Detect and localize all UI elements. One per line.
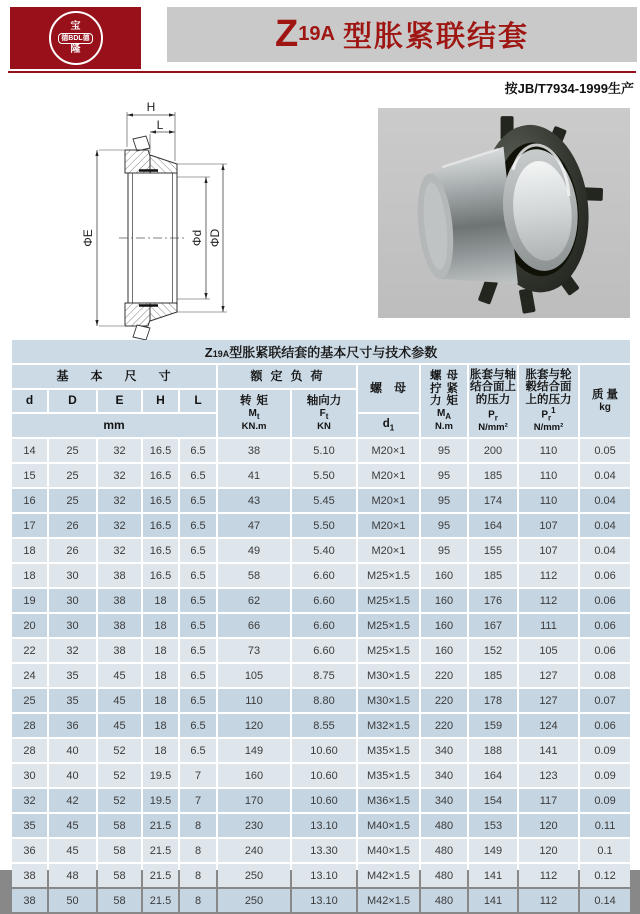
table-cell: 164	[469, 514, 517, 537]
table-cell: M36×1.5	[358, 789, 419, 812]
table-cell: 160	[218, 764, 290, 787]
table-cell: M35×1.5	[358, 764, 419, 787]
col-header-d: d	[12, 390, 47, 412]
table-cell: 112	[519, 589, 578, 612]
table-cell: M35×1.5	[358, 739, 419, 762]
table-cell: M25×1.5	[358, 614, 419, 637]
table-cell: 149	[469, 839, 517, 862]
table-cell: 21.5	[143, 839, 178, 862]
table-cell: 0.06	[580, 714, 630, 737]
table-cell: 16.5	[143, 539, 178, 562]
table-cell: 105	[218, 664, 290, 687]
table-cell: 43	[218, 489, 290, 512]
table-cell: 117	[519, 789, 578, 812]
table-cell: 58	[98, 839, 141, 862]
table-cell: 38	[98, 614, 141, 637]
table-cell: 95	[421, 489, 467, 512]
table-cell: 13.10	[292, 864, 356, 887]
table-cell: 185	[469, 464, 517, 487]
table-cell: 155	[469, 539, 517, 562]
dim-label-phi-d: Φd	[190, 229, 204, 247]
table-cell: 0.04	[580, 514, 630, 537]
table-cell: 17	[12, 514, 47, 537]
table-cell: 176	[469, 589, 517, 612]
table-cell: 6.5	[180, 739, 216, 762]
dim-label-phi-dd: ΦD	[208, 228, 222, 248]
standard-note: 按JB/T7934-1999生产	[504, 81, 634, 96]
table-cell: 127	[519, 689, 578, 712]
table-cell: 38	[218, 439, 290, 462]
table-cell: M25×1.5	[358, 564, 419, 587]
table-cell: 40	[49, 739, 96, 762]
logo-char-middle: 德BDL德	[58, 33, 92, 44]
table-cell: 0.08	[580, 664, 630, 687]
table-cell: 21.5	[143, 864, 178, 887]
table-cell: 20	[12, 614, 47, 637]
col-header-mass: 质量 kg	[580, 365, 630, 437]
table-cell: 0.06	[580, 639, 630, 662]
table-cell: 110	[519, 439, 578, 462]
col-header-D: D	[49, 390, 96, 412]
table-cell: 28	[12, 714, 47, 737]
header-divider	[8, 71, 636, 73]
table-cell: M25×1.5	[358, 589, 419, 612]
table-cell: 18	[143, 739, 178, 762]
table-cell: M32×1.5	[358, 714, 419, 737]
title-model-letter: Z	[275, 13, 299, 55]
table-cell: M42×1.5	[358, 889, 419, 912]
table-cell: 18	[143, 639, 178, 662]
table-cell: 110	[519, 489, 578, 512]
table-cell: 0.09	[580, 739, 630, 762]
table-cell: 58	[98, 889, 141, 912]
table-cell: 18	[12, 539, 47, 562]
dim-label-phi-e: ΦE	[81, 229, 95, 247]
table-cell: 66	[218, 614, 290, 637]
table-cell: 0.04	[580, 464, 630, 487]
table-row	[12, 489, 630, 512]
table-cell: 32	[98, 514, 141, 537]
table-cell: 152	[469, 639, 517, 662]
col-header-tightening-torque: 螺母 拧紧 力矩 $M_A$ N.m	[421, 365, 467, 437]
table-row	[12, 864, 630, 887]
table-cell: 0.05	[580, 439, 630, 462]
table-cell: 124	[519, 714, 578, 737]
group-basic-dimensions: 基本尺寸	[12, 365, 216, 388]
table-row	[12, 764, 630, 787]
table-cell: 38	[12, 889, 47, 912]
table-cell: 30	[12, 764, 47, 787]
table-cell: 45	[98, 714, 141, 737]
unit-mm: mm	[12, 414, 216, 437]
table-cell: 200	[469, 439, 517, 462]
table-cell: 340	[421, 764, 467, 787]
table-cell: 480	[421, 814, 467, 837]
table-cell: 32	[12, 789, 47, 812]
table-cell: 6.60	[292, 589, 356, 612]
table-cell: 0.09	[580, 764, 630, 787]
table-cell: 95	[421, 439, 467, 462]
table-cell: 52	[98, 764, 141, 787]
table-cell: 6.60	[292, 639, 356, 662]
brand-logo	[10, 7, 141, 69]
table-cell: 6.5	[180, 564, 216, 587]
table-cell: 48	[49, 864, 96, 887]
table-cell: 18	[12, 564, 47, 587]
table-cell: 36	[49, 714, 96, 737]
table-cell: 6.5	[180, 589, 216, 612]
table-title: Z19A型胀紧联结套的基本尺寸与技术参数	[12, 340, 630, 363]
table-cell: 16.5	[143, 514, 178, 537]
table-cell: 19.5	[143, 764, 178, 787]
table-cell: 149	[218, 739, 290, 762]
table-cell: 0.14	[580, 889, 630, 912]
table-cell: 49	[218, 539, 290, 562]
table-cell: 0.06	[580, 564, 630, 587]
table-cell: 32	[98, 439, 141, 462]
table-cell: 105	[519, 639, 578, 662]
table-cell: 16.5	[143, 464, 178, 487]
table-row	[12, 439, 630, 462]
table-cell: 6.5	[180, 464, 216, 487]
table-cell: 154	[469, 789, 517, 812]
table-row	[12, 889, 630, 912]
col-header-E: E	[98, 390, 141, 412]
table-cell: 0.04	[580, 539, 630, 562]
table-row	[12, 839, 630, 862]
table-cell: 6.60	[292, 614, 356, 637]
table-cell: 185	[469, 564, 517, 587]
table-cell: 10.60	[292, 764, 356, 787]
table-cell: M40×1.5	[358, 839, 419, 862]
table-cell: M30×1.5	[358, 689, 419, 712]
table-cell: 340	[421, 739, 467, 762]
table-cell: 26	[49, 514, 96, 537]
table-cell: 42	[49, 789, 96, 812]
table-cell: 107	[519, 514, 578, 537]
table-cell: 18	[143, 589, 178, 612]
table-cell: 50	[49, 889, 96, 912]
table-cell: 220	[421, 714, 467, 737]
table-cell: 16.5	[143, 564, 178, 587]
table-row	[12, 814, 630, 837]
logo-char-bottom: 隆	[70, 43, 81, 55]
table-cell: 45	[49, 839, 96, 862]
table-cell: 480	[421, 839, 467, 862]
table-cell: 160	[421, 639, 467, 662]
table-row	[12, 789, 630, 812]
group-rated-load: 额定负荷	[218, 365, 356, 388]
col-header-nut: 螺母	[358, 365, 419, 412]
dim-label-l: L	[156, 118, 164, 132]
table-cell: 25	[49, 439, 96, 462]
table-cell: 0.04	[580, 489, 630, 512]
table-cell: 170	[218, 789, 290, 812]
table-row	[12, 689, 630, 712]
table-cell: 111	[519, 614, 578, 637]
table-cell: 188	[469, 739, 517, 762]
table-cell: 6.5	[180, 489, 216, 512]
table-cell: 25	[49, 489, 96, 512]
table-cell: 230	[218, 814, 290, 837]
table-cell: 45	[98, 689, 141, 712]
table-row	[12, 514, 630, 537]
table-cell: 220	[421, 664, 467, 687]
table-cell: 41	[218, 464, 290, 487]
table-cell: 6.5	[180, 689, 216, 712]
table-cell: 167	[469, 614, 517, 637]
table-cell: 38	[12, 864, 47, 887]
table-cell: 250	[218, 864, 290, 887]
drawing-top-tab	[133, 136, 150, 151]
table-cell: 38	[98, 564, 141, 587]
table-cell: 120	[519, 839, 578, 862]
table-cell: 6.5	[180, 514, 216, 537]
table-row	[12, 614, 630, 637]
col-header-d1: $d_1$	[358, 414, 419, 437]
table-cell: 141	[469, 889, 517, 912]
table-cell: 45	[98, 664, 141, 687]
table-cell: M20×1	[358, 539, 419, 562]
table-cell: 8	[180, 889, 216, 912]
drawing-body	[128, 173, 177, 303]
table-cell: 38	[98, 639, 141, 662]
table-cell: 6.5	[180, 439, 216, 462]
table-cell: 24	[12, 664, 47, 687]
table-cell: 164	[469, 764, 517, 787]
table-cell: 480	[421, 889, 467, 912]
table-row	[12, 639, 630, 662]
table-row	[12, 539, 630, 562]
table-cell: 21.5	[143, 889, 178, 912]
table-row	[12, 589, 630, 612]
table-cell: 174	[469, 489, 517, 512]
table-cell: 58	[98, 814, 141, 837]
title-model-number: 19A	[298, 23, 335, 45]
table-cell: 6.5	[180, 614, 216, 637]
brand-seal-icon	[49, 11, 103, 65]
table-cell: 13.10	[292, 889, 356, 912]
table-cell: 0.1	[580, 839, 630, 862]
table-cell: 110	[519, 464, 578, 487]
table-cell: 52	[98, 739, 141, 762]
technical-drawing	[55, 98, 365, 338]
table-cell: 30	[49, 614, 96, 637]
table-cell: 8	[180, 814, 216, 837]
table-cell: 32	[98, 489, 141, 512]
table-cell: 0.09	[580, 789, 630, 812]
table-cell: 10.60	[292, 789, 356, 812]
table-cell: 5.50	[292, 464, 356, 487]
page-title	[167, 7, 637, 62]
table-cell: 21.5	[143, 814, 178, 837]
table-cell: 35	[49, 664, 96, 687]
product-photo	[378, 108, 630, 318]
table-cell: 19	[12, 589, 47, 612]
table-row	[12, 464, 630, 487]
table-cell: 35	[12, 814, 47, 837]
table-cell: 32	[98, 464, 141, 487]
table-cell: 25	[49, 464, 96, 487]
table-cell: 38	[98, 589, 141, 612]
table-cell: 107	[519, 539, 578, 562]
table-cell: 18	[143, 614, 178, 637]
table-cell: 8	[180, 864, 216, 887]
table-cell: 0.06	[580, 614, 630, 637]
table-cell: 58	[218, 564, 290, 587]
table-cell: 52	[98, 789, 141, 812]
table-cell: 7	[180, 764, 216, 787]
table-cell: 141	[519, 739, 578, 762]
table-cell: 95	[421, 464, 467, 487]
table-cell: 95	[421, 514, 467, 537]
table-cell: 30	[49, 564, 96, 587]
table-cell: 112	[519, 564, 578, 587]
table-cell: 10.60	[292, 739, 356, 762]
table-cell: 340	[421, 789, 467, 812]
table-cell: 28	[12, 739, 47, 762]
table-cell: 5.45	[292, 489, 356, 512]
col-header-H: H	[143, 390, 178, 412]
table-cell: 13.10	[292, 814, 356, 837]
table-cell: 16.5	[143, 439, 178, 462]
col-header-pressure-hub: 胀套与轮 毂结合面 上的压力 $P_r^1$ N/mm²	[519, 365, 578, 437]
table-cell: 8.80	[292, 689, 356, 712]
table-cell: 73	[218, 639, 290, 662]
table-cell: M42×1.5	[358, 864, 419, 887]
col-header-L: L	[180, 390, 216, 412]
dim-label-h: H	[146, 100, 156, 114]
table-cell: 6.5	[180, 664, 216, 687]
table-cell: 480	[421, 864, 467, 887]
table-cell: 45	[49, 814, 96, 837]
table-cell: 0.06	[580, 589, 630, 612]
table-cell: 18	[143, 664, 178, 687]
table-cell: 5.40	[292, 539, 356, 562]
table-cell: 18	[143, 689, 178, 712]
table-cell: M40×1.5	[358, 814, 419, 837]
table-cell: 112	[519, 864, 578, 887]
table-row	[12, 564, 630, 587]
table-cell: 26	[49, 539, 96, 562]
table-cell: 6.5	[180, 639, 216, 662]
table-cell: 95	[421, 539, 467, 562]
table-cell: 6.60	[292, 564, 356, 587]
table-cell: 120	[519, 814, 578, 837]
table-cell: 120	[218, 714, 290, 737]
table-cell: 47	[218, 514, 290, 537]
table-cell: 58	[98, 864, 141, 887]
table-cell: 62	[218, 589, 290, 612]
table-cell: 6.5	[180, 539, 216, 562]
table-cell: 32	[98, 539, 141, 562]
table-cell: 5.50	[292, 514, 356, 537]
table-cell: 0.11	[580, 814, 630, 837]
table-cell: 8.55	[292, 714, 356, 737]
table-cell: 15	[12, 464, 47, 487]
table-cell: M30×1.5	[358, 664, 419, 687]
table-cell: 8	[180, 839, 216, 862]
table-cell: 13.30	[292, 839, 356, 862]
table-cell: 32	[49, 639, 96, 662]
table-cell: 110	[218, 689, 290, 712]
table-cell: 40	[49, 764, 96, 787]
table-cell: 18	[143, 714, 178, 737]
table-cell: M20×1	[358, 489, 419, 512]
table-cell: 22	[12, 639, 47, 662]
table-cell: 123	[519, 764, 578, 787]
spec-table	[10, 338, 632, 914]
spec-table-body	[12, 439, 630, 912]
table-cell: 250	[218, 889, 290, 912]
table-cell: 141	[469, 864, 517, 887]
table-cell: 153	[469, 814, 517, 837]
table-cell: 160	[421, 589, 467, 612]
col-header-axial-force: 轴向力 $F_t$ KN	[292, 390, 356, 437]
table-cell: M25×1.5	[358, 639, 419, 662]
spec-table-section	[10, 338, 632, 914]
table-cell: 7	[180, 789, 216, 812]
table-cell: 178	[469, 689, 517, 712]
table-cell: M20×1	[358, 514, 419, 537]
table-row	[12, 714, 630, 737]
table-cell: 6.5	[180, 714, 216, 737]
table-cell: 0.07	[580, 689, 630, 712]
table-cell: 0.12	[580, 864, 630, 887]
col-header-pressure-shaft: 胀套与轴 结合面上 的压力 $P_r$ N/mm²	[469, 365, 517, 437]
title-text: 型胀紧联结套	[342, 21, 529, 53]
logo-char-top: 宝	[70, 20, 81, 32]
table-row	[12, 739, 630, 762]
col-header-torque: 转矩 $M_t$ KN.m	[218, 390, 290, 437]
table-cell: 14	[12, 439, 47, 462]
table-cell: 112	[519, 889, 578, 912]
table-cell: 220	[421, 689, 467, 712]
table-cell: 160	[421, 564, 467, 587]
table-cell: 16	[12, 489, 47, 512]
table-cell: 160	[421, 614, 467, 637]
table-cell: 30	[49, 589, 96, 612]
table-cell: 185	[469, 664, 517, 687]
table-cell: 36	[12, 839, 47, 862]
table-cell: 5.10	[292, 439, 356, 462]
table-cell: M20×1	[358, 464, 419, 487]
table-cell: 8.75	[292, 664, 356, 687]
table-cell: M20×1	[358, 439, 419, 462]
table-row	[12, 664, 630, 687]
table-cell: 240	[218, 839, 290, 862]
table-cell: 16.5	[143, 489, 178, 512]
table-cell: 19.5	[143, 789, 178, 812]
table-cell: 35	[49, 689, 96, 712]
table-cell: 127	[519, 664, 578, 687]
table-cell: 159	[469, 714, 517, 737]
table-cell: 25	[12, 689, 47, 712]
